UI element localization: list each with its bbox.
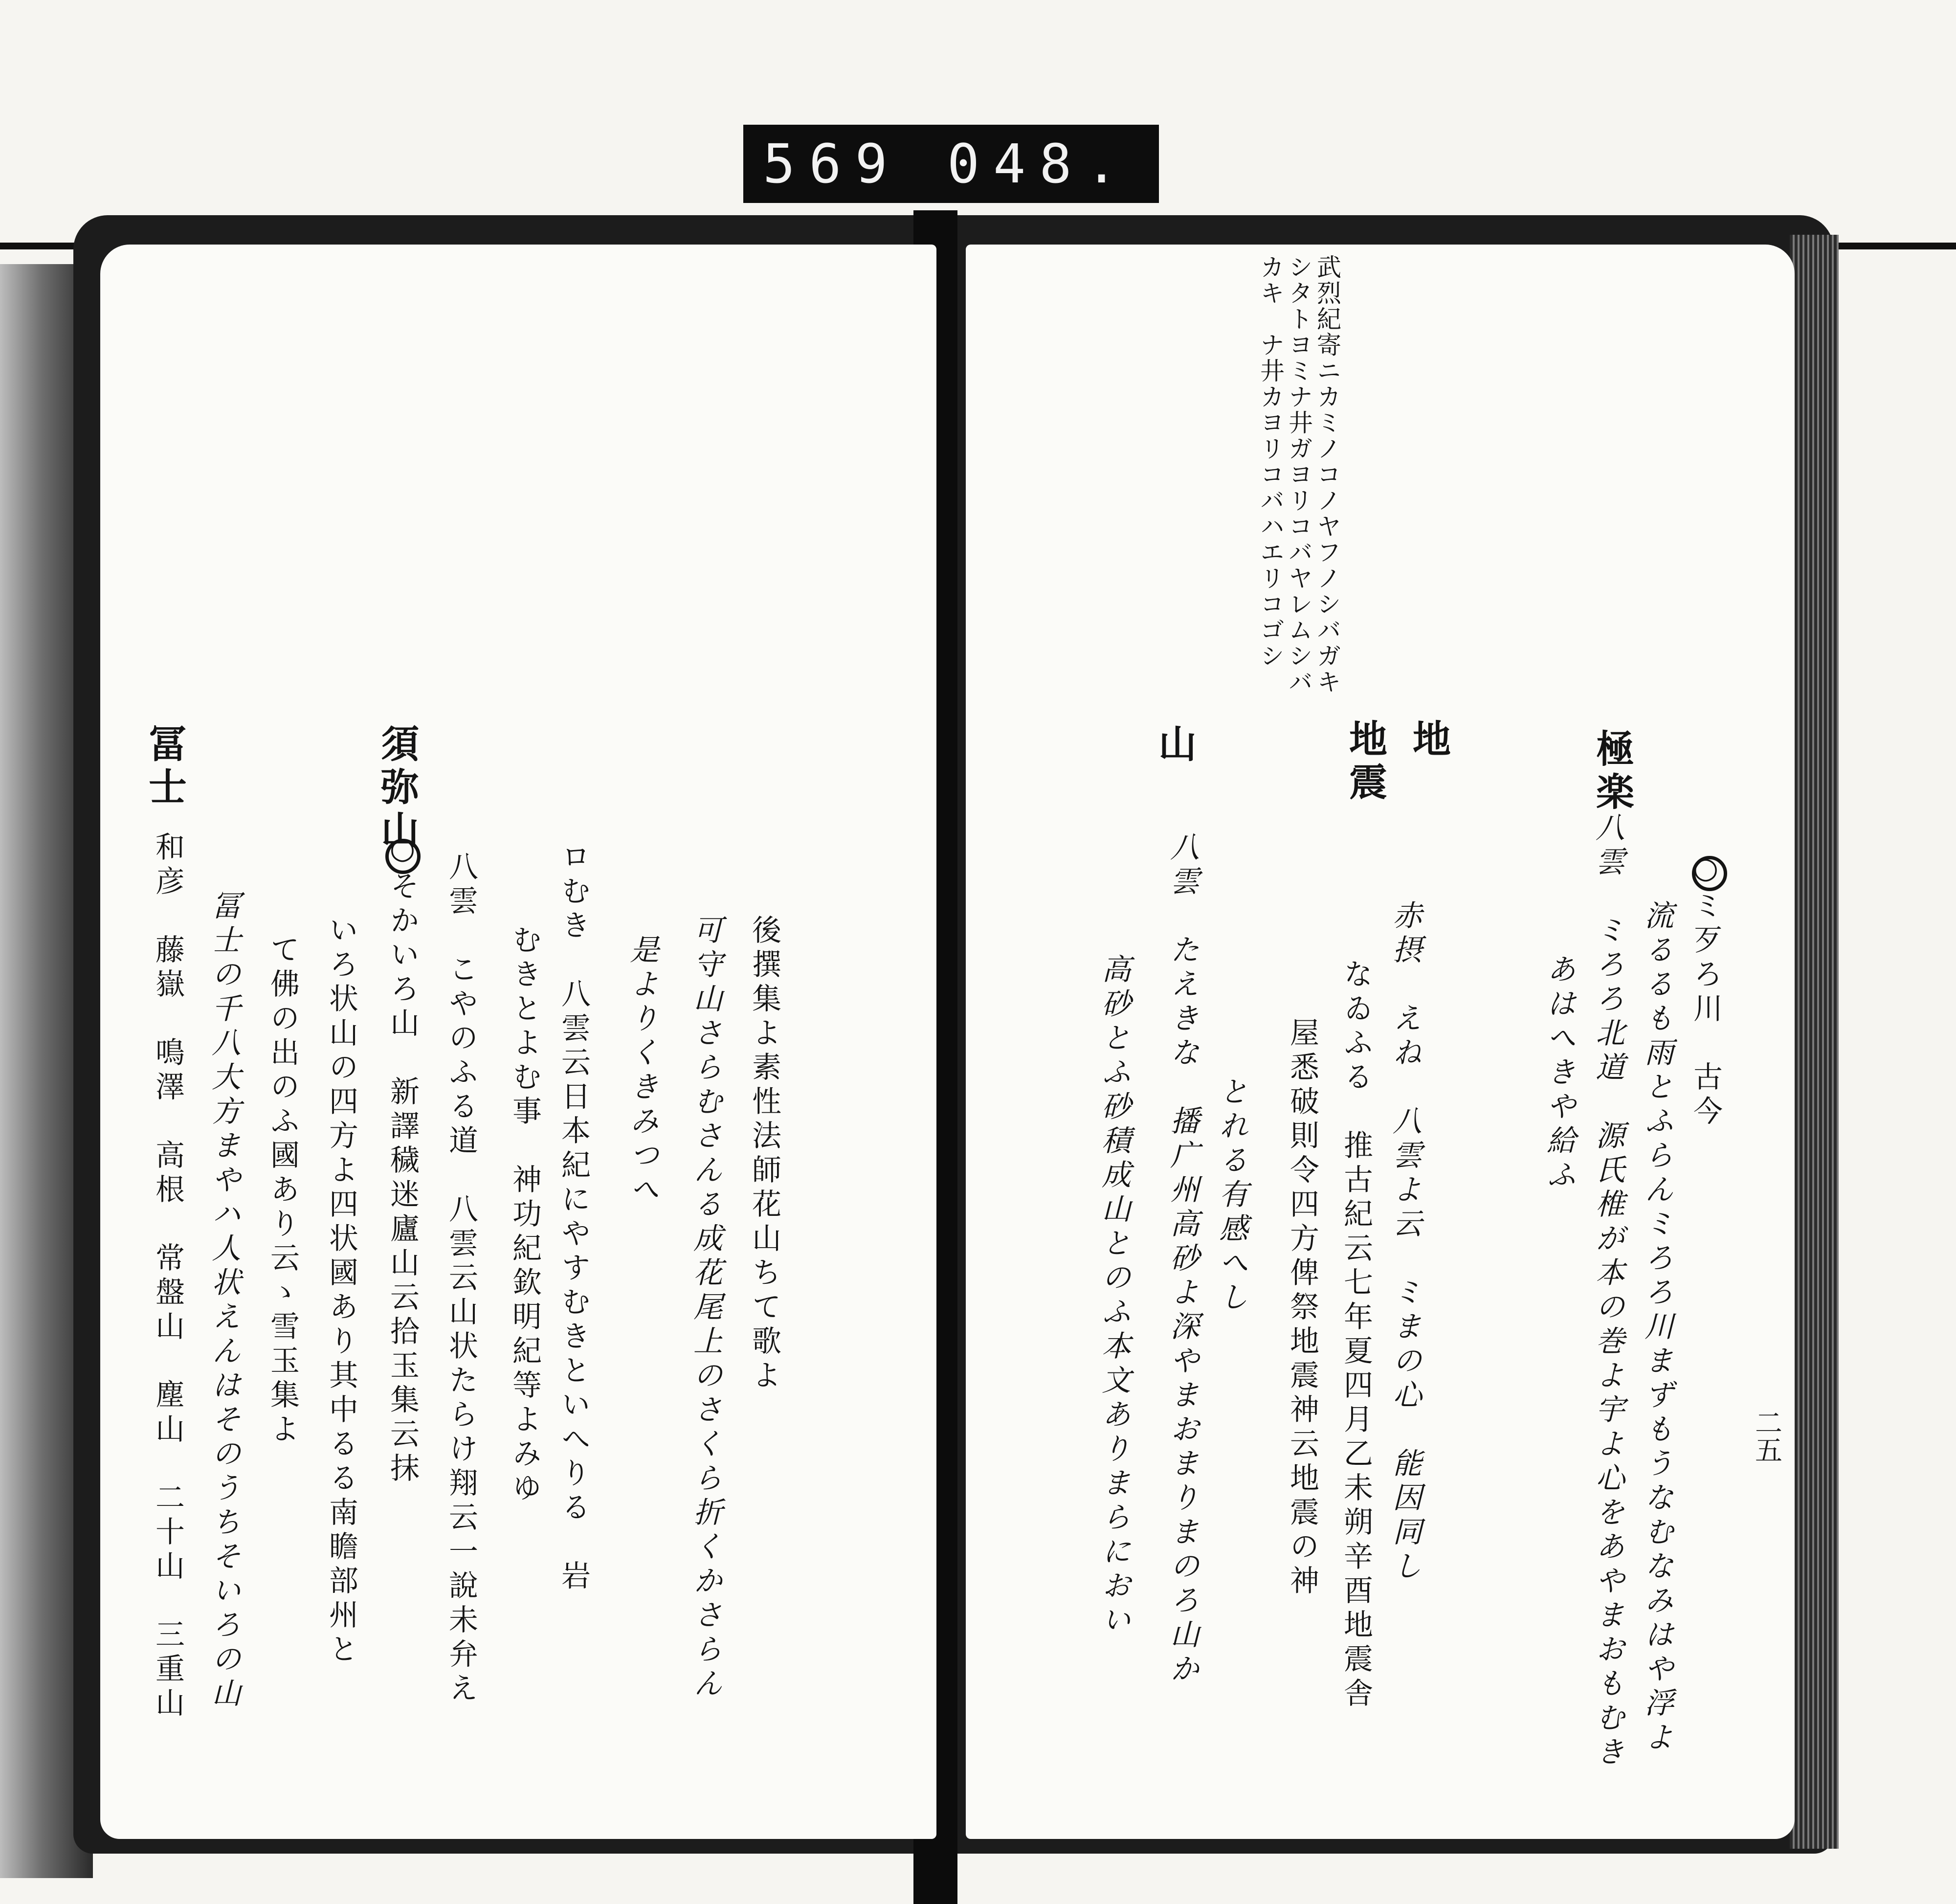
heading-gokuraku: 極楽 <box>1590 729 1634 815</box>
text-col: ロむき 八雲云日本紀にやすむきといへりる 岩 <box>556 841 591 1594</box>
text-col: 可守山さらむさんる成花尾上のさくら折くかさらん <box>689 915 723 1702</box>
text-col: なゐふる 推古紀云七年夏四月乙未朔辛酉地震舎 <box>1339 959 1373 1712</box>
archive-label-number: 569 048. <box>763 133 1132 195</box>
text-col: むきとよむ事 神功紀欽明紀等よみゆ <box>508 924 542 1506</box>
page-number: 二五 <box>1751 1409 1782 1463</box>
page-fore-edge <box>1790 235 1839 1849</box>
text-col: あはへきや給ふ <box>1542 954 1576 1193</box>
text-col: 八雲 こやのふる道 八雲云山状たらけ翔云一說未弁え <box>444 851 478 1707</box>
text-col: 流るるも雨とふらんミろろ川まずもうなむなみはや浮よ <box>1640 900 1674 1756</box>
heading-yama: 山 <box>1152 724 1197 767</box>
text-col: て佛の出のふ國あり云ゝ雪玉集よ <box>266 934 300 1448</box>
text-col: 屋悉破則令四方俾祭地震神云地震の神 <box>1285 1017 1319 1599</box>
text-col: いろ状山の四方よ四状國あり其中るる南瞻部州と <box>324 915 358 1668</box>
margin-note-line-1: 武烈紀寄ニカミノコノヤフノシバガキ <box>1313 254 1341 695</box>
heading-fuji: 冨士 <box>142 724 187 810</box>
margin-note-line-2: シタトヨミナ井ガヨリコバヤレムシバ <box>1285 254 1313 695</box>
text-col: 是よりくきみつへ <box>625 934 659 1208</box>
text-col: ○そかいろ山 新譯穢迷廬山云拾玉集云抹 <box>385 831 420 1487</box>
circle-mark-icon <box>1692 856 1727 891</box>
text-col: 赤摂 えね 八雲よ云 ミまの心 能因同し <box>1388 900 1422 1585</box>
entry-title-col: ○ミ歹ろ川 古今 <box>1689 851 1723 1130</box>
text-col: 八雲 ミろろ北道 源氏椎が本の巻よ宇よ心をあやまおもむき <box>1591 812 1625 1770</box>
margin-note-line-3: カキ ナ井カヨリコバハエリコゴシ <box>1256 254 1285 669</box>
heading-jishin: 地震 <box>1343 719 1387 805</box>
text-col: 八雲 たえきな 播广州高砂よ深やまおまりまのろ山か <box>1165 831 1200 1687</box>
heading-chi: 地 <box>1406 719 1451 762</box>
heading-shumisen: 須弥山 <box>375 724 419 853</box>
text-col: とれる有感へし <box>1214 1076 1248 1316</box>
text-col: 冨士の千八大方まやハ人状えんはそのうちそいろの山 <box>207 890 241 1712</box>
circle-mark-icon <box>385 839 421 874</box>
text-col: 高砂とふ砂積成山とのふ本文ありまらにおい <box>1097 954 1131 1638</box>
text-col: 後撰集よ素性法師花山ちて歌よ <box>747 915 781 1394</box>
text-col: 和彦 藤嶽 鳴澤 高根 常盤山 塵山 二十山 三重山 <box>151 831 185 1722</box>
